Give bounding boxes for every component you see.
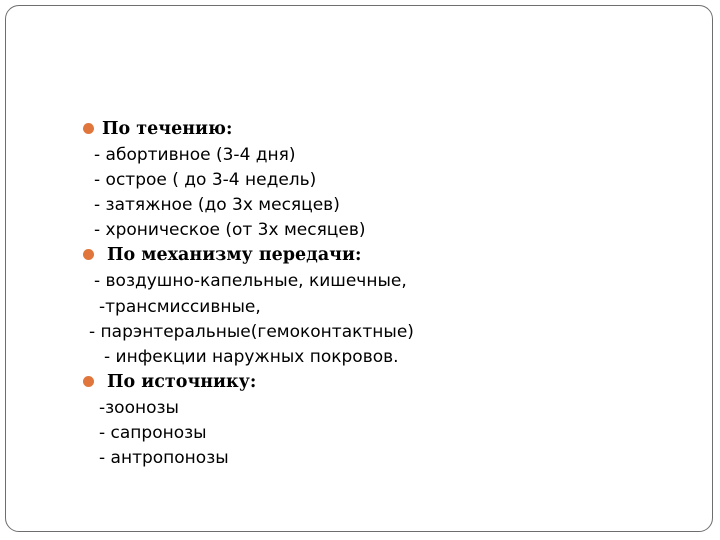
list-item: - антропонозы [99, 448, 229, 468]
list-item: -зоонозы [99, 398, 179, 418]
slide-frame [5, 5, 713, 532]
list-item: - парэнтеральные(гемоконтактные) [89, 322, 414, 342]
bullet-icon [83, 123, 94, 134]
list-item: - острое ( до 3-4 недель) [94, 170, 317, 190]
list-item: - затяжное (до 3х месяцев) [94, 195, 340, 215]
list-item: - абортивное (3-4 дня) [94, 145, 296, 165]
section-heading-source: По источнику: [107, 372, 257, 392]
slide-content [6, 6, 712, 531]
list-item: - инфекции наружных покровов. [104, 347, 399, 367]
list-item: - хроническое (от 3х месяцев) [94, 220, 366, 240]
bullet-icon [83, 249, 94, 260]
bullet-icon [83, 376, 94, 387]
list-item: - сапронозы [99, 423, 207, 443]
list-item: -трансмиссивные, [99, 297, 261, 317]
section-heading-transmission: По механизму передачи: [107, 245, 362, 265]
section-heading-course: По течению: [102, 119, 233, 139]
list-item: - воздушно-капельные, кишечные, [94, 271, 407, 291]
